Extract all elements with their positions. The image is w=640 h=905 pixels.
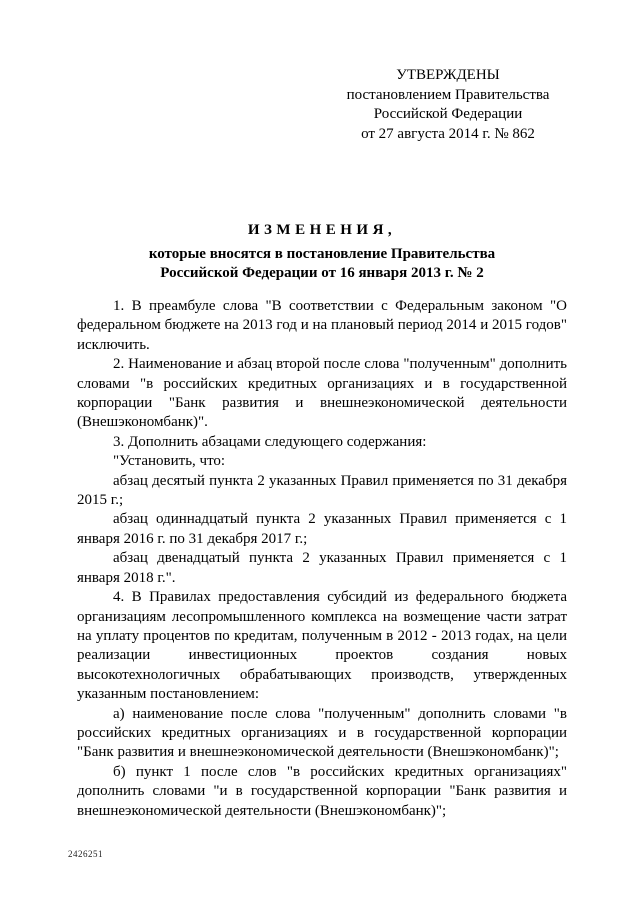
title-block [77, 221, 567, 284]
document-subtitle-line: которые вносятся в постановление Правительства [148, 245, 496, 262]
document-body [77, 297, 567, 821]
paragraph: абзац двенадцатый пункта 2 указанных Правил применяется с 1 января 2018 г.". [77, 550, 567, 586]
paragraph: 4. В Правилах предоставления субсидий из федерального бюджета организациям лесопромышленного комплекса на возмещение части затрат на уплату процентов по кредитам, полученным в 2012 - 2013 годах, на цели реализации инвестиционных проектов создания новых высокотехнологичных обрабатывающих производств, утвержденных указанным постановлением: [77, 589, 567, 703]
paragraph: б) пункт 1 после слов "в российских кредитных организациях" дополнить словами "и в государственной корпорации "Банк развития и внешнеэкономической деятельности (Внешэкономбанк)"; [77, 763, 567, 819]
document-title: ИЗМЕНЕНИЯ, [247, 222, 397, 238]
paragraph: абзац одиннадцатый пункта 2 указанных Правил применяется с 1 января 2016 г. по 31 декабря 2017 г.; [77, 511, 567, 547]
paragraph: "Установить, что: [113, 453, 226, 470]
paragraph: 3. Дополнить абзацами следующего содержания: [113, 433, 427, 450]
document-registration-number: 2426251 [68, 849, 103, 859]
paragraph: 2. Наименование и абзац второй после слова "полученным" дополнить словами "в российских кредитных организациях и в государственной корпорации "Банк развития и внешнеэкономической деятельности (Внешэкономбанк)". [77, 356, 567, 431]
paragraph: а) наименование после слова "полученным" дополнить словами "в российских кредитных организациях и в государственной корпорации "Банк развития и внешнеэкономической деятельности (Внешэкономбанк)"; [77, 705, 567, 761]
approval-line: постановлением Правительства [346, 86, 550, 103]
approval-line: Российской Федерации [373, 106, 523, 122]
approval-line: УТВЕРЖДЕНЫ [396, 67, 500, 83]
approval-line: от 27 августа 2014 г. № 862 [361, 125, 535, 142]
paragraph: абзац десятый пункта 2 указанных Правил применяется по 31 декабря 2015 г.; [77, 472, 567, 509]
approval-block [330, 66, 566, 144]
paragraph: 1. В преамбуле слова "В соответствии с Федеральным законом "О федеральном бюджете на 2013 год и на плановый период 2014 и 2015 годов" исключить. [77, 298, 567, 353]
document-subtitle-line: Российской Федерации от 16 января 2013 г. № 2 [160, 265, 484, 281]
